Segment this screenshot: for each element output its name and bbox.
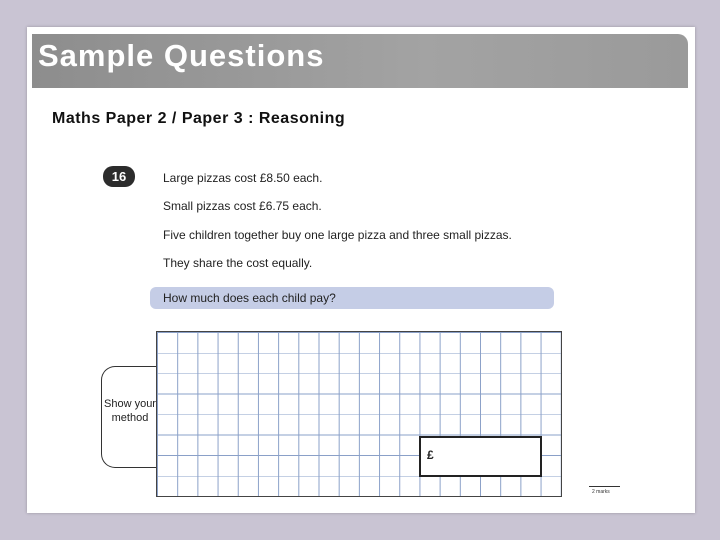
answer-box[interactable] [419, 436, 542, 477]
page-subtitle: Maths Paper 2 / Paper 3 : Reasoning [52, 110, 346, 127]
question-line-4: They share the cost equally. [163, 256, 313, 270]
marks-divider [589, 486, 620, 487]
question-line-2: Small pizzas cost £6.75 each. [163, 199, 322, 213]
answer-currency-symbol: £ [427, 448, 434, 462]
show-method-label: Show your method [104, 398, 156, 424]
question-line-3: Five children together buy one large pizza and three small pizzas. [163, 228, 512, 242]
question-prompt: How much does each child pay? [163, 291, 336, 305]
question-line-1: Large pizzas cost £8.50 each. [163, 171, 323, 185]
page-title: Sample Questions [38, 38, 325, 73]
question-number-badge: 16 [103, 166, 135, 187]
marks-label: 2 marks [592, 489, 610, 495]
